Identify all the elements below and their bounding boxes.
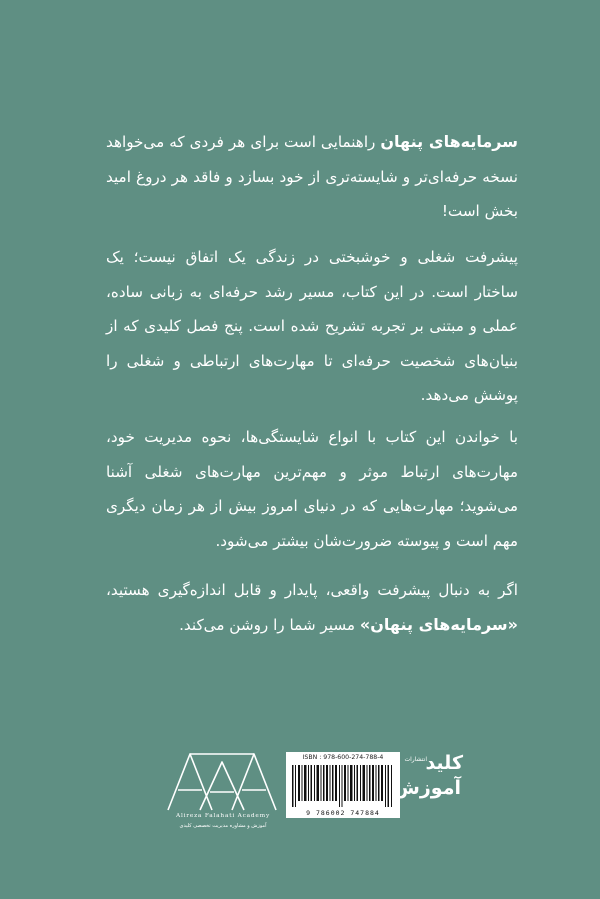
publisher-logo: [393, 752, 465, 818]
intro-paragraph: [106, 125, 518, 229]
publisher-label: انتشارات: [404, 756, 427, 763]
publisher-name-line1: کلید: [425, 752, 463, 774]
academy-logo-subcaption: آموزش و مشاوره مدیریت تخصصی کلیدی: [179, 823, 267, 829]
barcode: [286, 752, 400, 818]
closing-paragraph: [106, 573, 518, 642]
closing-text-start: اگر به دنبال پیشرفت واقعی، پایدار و قابل اندازه‌گیری هستید،: [106, 581, 518, 599]
intro-text: راهنمایی است برای هر فردی که می‌خواهد نسخه حرفه‌ای‌تر و شایسته‌تری از خود بسازد و فاقد هر دروغ امید بخش است!: [106, 133, 518, 220]
book-title-inline: سرمایه‌های پنهان: [380, 132, 518, 151]
barcode-number: 9 786002 747884: [306, 809, 380, 817]
barcode-bars-icon: [292, 765, 394, 807]
description-text: پیشرفت شغلی و خوشبختی در زندگی یک اتفاق نیست؛ یک ساختار است. در این کتاب، مسیر رشد حرفه‌ای به زبانی ساده، عملی و مبتنی بر تجربه تشریح شده است. پنج فصل کلیدی که از بنیان‌های شخصیت حرفه‌ای تا مهارت‌های ارتباطی و شغلی را پوشش می‌دهد.: [106, 248, 518, 404]
closing-text-end: مسیر شما را روشن می‌کند.: [179, 615, 360, 634]
isbn-label: ISBN : 978-600-274-788-4: [302, 754, 384, 761]
publisher-name-line2: آموزش: [393, 777, 461, 799]
book-title-quote: «سرمایه‌های پنهان»: [359, 614, 518, 634]
description-paragraph: [106, 240, 518, 413]
skills-text: با خواندن این کتاب با انواع شایستگی‌ها، نحوه مدیریت خود، مهارت‌های ارتباط موثر و مهم‌ترین مهارت‌های شغلی آشنا می‌شوید؛ مهارت‌هایی که در دنیای امروز بیش از هر زمان دیگری مهم است و پیوسته ضرورت‌شان بیشتر می‌شود.: [106, 428, 518, 550]
skills-paragraph: [106, 420, 518, 558]
academy-logo-caption: Alireza Falahati Academy: [175, 813, 271, 819]
